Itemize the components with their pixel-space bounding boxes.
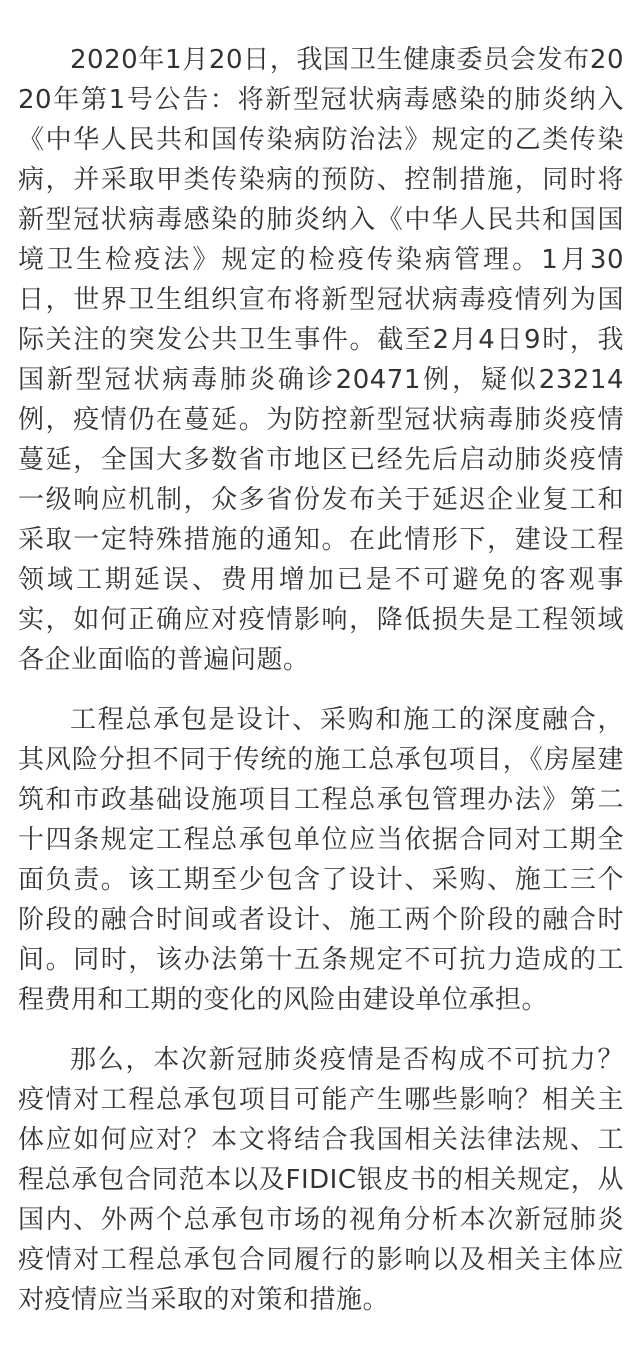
paragraph-questions: 那么，本次新冠肺炎疫情是否构成不可抗力？疫情对工程总承包项目可能产生哪些影响？相关主体应如何应对？本文将结合我国相关法律法规、工程总承包合同范本以及FIDIC银皮书的相关规定，从国内、外两个总承包市场的视角分析本次新冠肺炎疫情对工程总承包合同履行的影响以及相关主体应对疫情应当采取的对策和措施。 — [18, 1045, 624, 1315]
paragraph-epc-risk: 工程总承包是设计、采购和施工的深度融合，其风险分担不同于传统的施工总承包项目，《房屋建筑和市政基础设施项目工程总承包管理办法》第二十四条规定工程总承包单位应当依据合同对工期全面负责。该工期至少包含了设计、采购、施工三个阶段的融合时间或者设计、施工两个阶段的融合时间。同时，该办法第十五条规定不可抗力造成的工程费用和工期的变化的风险由建设单位承担。 — [18, 705, 624, 1015]
article-body — [18, 40, 624, 1320]
paragraph-background: 2020年1月20日，我国卫生健康委员会发布2020年第1号公告：将新型冠状病毒感染的肺炎纳入《中华人民共和国传染病防治法》规定的乙类传染病，并采取甲类传染病的预防、控制措施，同时将新型冠状病毒感染的肺炎纳入《中华人民共和国国境卫生检疫法》规定的检疫传染病管理。1月30日，世界卫生组织宣布将新型冠状病毒疫情列为国际关注的突发公共卫生事件。截至2月4日9时，我国新型冠状病毒肺炎确诊20471例，疑似23214例，疫情仍在蔓延。为防控新型冠状病毒肺炎疫情蔓延，全国大多数省市地区已经先后启动肺炎疫情一级响应机制，众多省份发布关于延迟企业复工和采取一定特殊措施的通知。在此情形下，建设工程领域工期延误、费用增加已是不可避免的客观事实，如何正确应对疫情影响，降低损失是工程领域各企业面临的普遍问题。 — [18, 45, 624, 675]
